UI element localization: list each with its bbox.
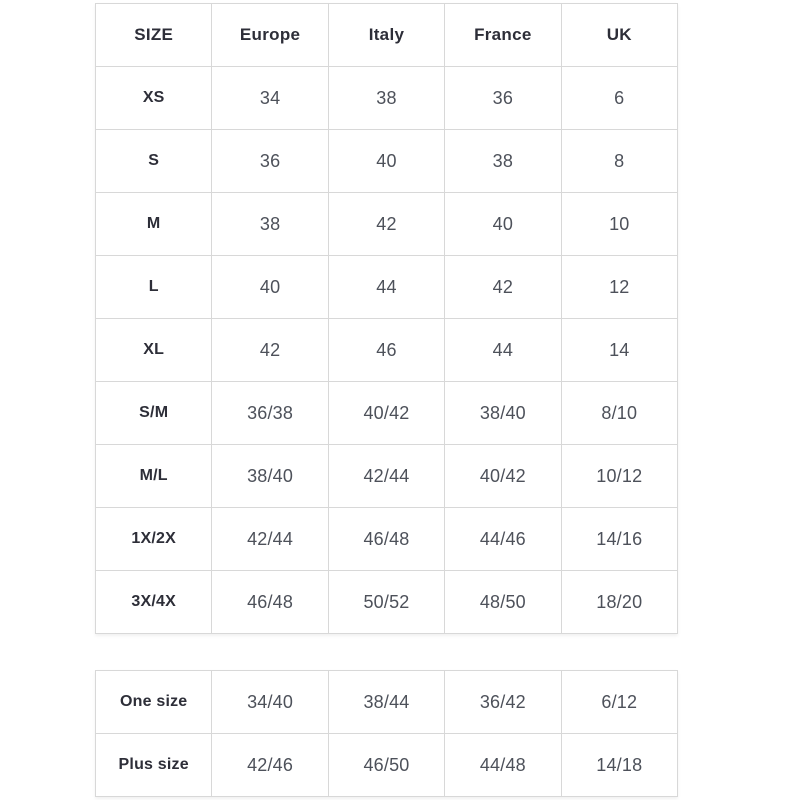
table-row-s	[96, 130, 678, 193]
cell-value: 50/52	[328, 571, 444, 634]
column-header-italy: Italy	[328, 4, 444, 67]
header-row	[96, 4, 678, 67]
row-label: S	[96, 130, 212, 193]
cell-value: 44	[445, 319, 561, 382]
table-row-m	[96, 193, 678, 256]
cell-value: 36	[445, 67, 561, 130]
table-row-plus-size	[96, 734, 678, 797]
cell-value: 8/10	[561, 382, 677, 445]
row-label: M	[96, 193, 212, 256]
row-label: S/M	[96, 382, 212, 445]
cell-value: 14/16	[561, 508, 677, 571]
row-label: One size	[96, 671, 212, 734]
cell-value: 38	[212, 193, 328, 256]
special-sizes-table	[95, 670, 678, 797]
size-conversion-table-header	[96, 4, 678, 67]
cell-value: 46/48	[328, 508, 444, 571]
row-label: M/L	[96, 445, 212, 508]
row-label: XS	[96, 67, 212, 130]
cell-value: 14/18	[561, 734, 677, 797]
cell-value: 38/40	[212, 445, 328, 508]
cell-value: 34	[212, 67, 328, 130]
cell-value: 38/44	[328, 671, 444, 734]
cell-value: 38	[328, 67, 444, 130]
cell-value: 44	[328, 256, 444, 319]
size-conversion-table-body	[96, 67, 678, 634]
cell-value: 34/40	[212, 671, 328, 734]
cell-value: 6/12	[561, 671, 677, 734]
cell-value: 40	[212, 256, 328, 319]
cell-value: 42	[212, 319, 328, 382]
cell-value: 40	[328, 130, 444, 193]
cell-value: 36	[212, 130, 328, 193]
cell-value: 48/50	[445, 571, 561, 634]
cell-value: 8	[561, 130, 677, 193]
table-row-one-size	[96, 671, 678, 734]
row-label: 3X/4X	[96, 571, 212, 634]
table-row-xl	[96, 319, 678, 382]
cell-value: 36/38	[212, 382, 328, 445]
column-header-uk: UK	[561, 4, 677, 67]
cell-value: 18/20	[561, 571, 677, 634]
row-label: 1X/2X	[96, 508, 212, 571]
cell-value: 10/12	[561, 445, 677, 508]
table-row-xs	[96, 67, 678, 130]
row-label: L	[96, 256, 212, 319]
cell-value: 38	[445, 130, 561, 193]
cell-value: 46/48	[212, 571, 328, 634]
cell-value: 10	[561, 193, 677, 256]
table-row-ml	[96, 445, 678, 508]
cell-value: 46	[328, 319, 444, 382]
cell-value: 12	[561, 256, 677, 319]
table-gap	[95, 634, 800, 670]
cell-value: 40	[445, 193, 561, 256]
table-row-1x2x	[96, 508, 678, 571]
cell-value: 36/42	[445, 671, 561, 734]
cell-value: 44/48	[445, 734, 561, 797]
column-header-europe: Europe	[212, 4, 328, 67]
table-row-l	[96, 256, 678, 319]
cell-value: 40/42	[445, 445, 561, 508]
size-conversion-table	[95, 3, 678, 634]
cell-value: 42/46	[212, 734, 328, 797]
row-label: XL	[96, 319, 212, 382]
row-label: Plus size	[96, 734, 212, 797]
special-sizes-table-body	[96, 671, 678, 797]
table-row-3x4x	[96, 571, 678, 634]
cell-value: 42	[445, 256, 561, 319]
table-row-sm	[96, 382, 678, 445]
cell-value: 42/44	[212, 508, 328, 571]
cell-value: 44/46	[445, 508, 561, 571]
cell-value: 14	[561, 319, 677, 382]
column-header-france: France	[445, 4, 561, 67]
cell-value: 42/44	[328, 445, 444, 508]
cell-value: 6	[561, 67, 677, 130]
cell-value: 42	[328, 193, 444, 256]
cell-value: 46/50	[328, 734, 444, 797]
column-header-size: SIZE	[96, 4, 212, 67]
cell-value: 40/42	[328, 382, 444, 445]
cell-value: 38/40	[445, 382, 561, 445]
